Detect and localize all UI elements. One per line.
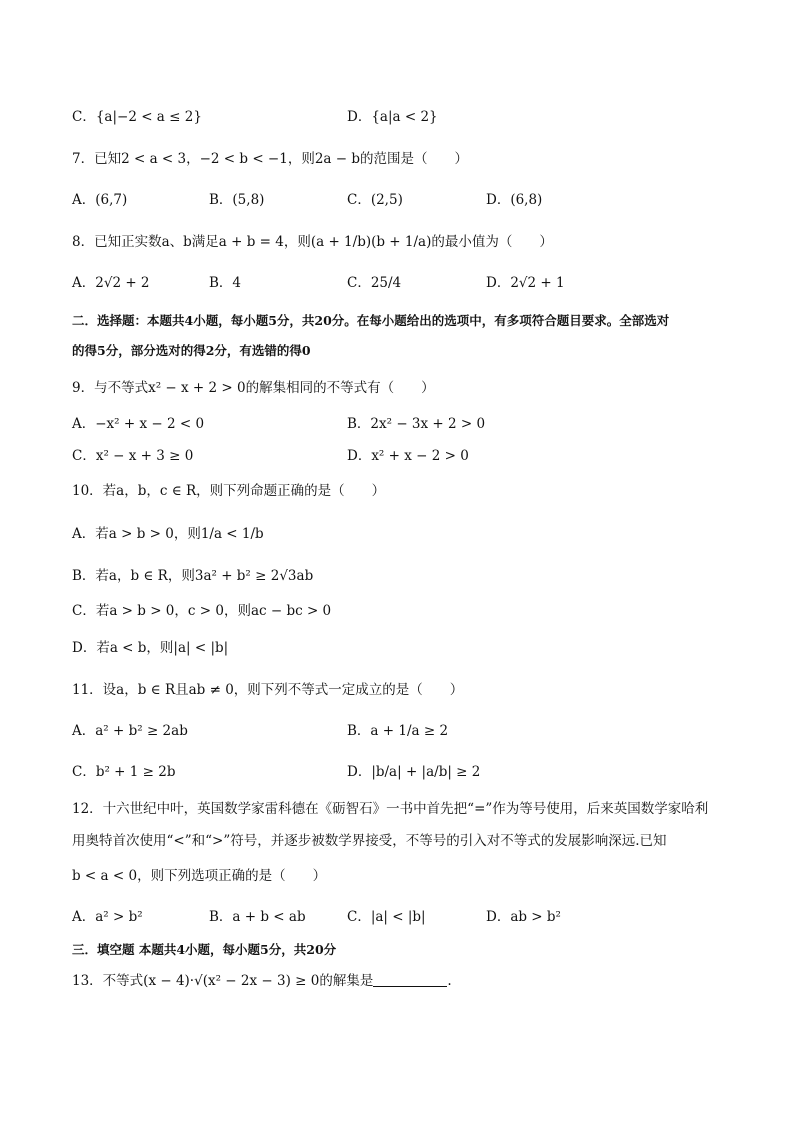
q13-stem: 13．不等式(x − 4)·√(x² − 2x − 3) ≥ 0的解集是 (72, 973, 374, 989)
q8-stem: 8．已知正实数a、b满足a + b = 4，则(a + 1/b)(b + 1/a)的最小值为（ ） (72, 234, 553, 250)
q10-option-c[interactable]: C．若a > b > 0，c > 0，则ac − bc > 0 (72, 603, 332, 619)
q12-line2: 用奥特首次使用“<”和“>”符号，并逐步被数学界接受，不等号的引入对不等式的发展影响深远.已知 (72, 833, 667, 849)
q12-option-c[interactable]: C．|a| < |b| (347, 909, 426, 925)
section2-line1: 二．选择题：本题共4小题，每小题5分，共20分。在每小题给出的选项中，有多项符合题目要求。全部选对 (72, 313, 670, 328)
section2-line2: 的得5分，部分选对的得2分，有选错的得0 (72, 343, 311, 358)
q7-option-a[interactable]: A．(6,7) (72, 192, 128, 208)
q8-option-d[interactable]: D．2√2 + 1 (486, 275, 565, 291)
q11-option-b[interactable]: B．a + 1/a ≥ 2 (347, 723, 449, 739)
q7-option-b[interactable]: B．(5,8) (209, 192, 265, 208)
q7-option-d[interactable]: D．(6,8) (486, 192, 543, 208)
q12-line3: b < a < 0，则下列选项正确的是（ ） (72, 868, 327, 884)
q9-option-b[interactable]: B．2x² − 3x + 2 > 0 (347, 416, 486, 432)
q9-stem: 9．与不等式x² − x + 2 > 0的解集相同的不等式有（ ） (72, 380, 435, 396)
answer-blank[interactable] (373, 972, 447, 987)
q10-stem: 10．若a，b，c ∈ R，则下列命题正确的是（ ） (72, 483, 386, 499)
q10-option-d[interactable]: D．若a < b，则|a| < |b| (72, 640, 229, 656)
q8-option-c[interactable]: C．25/4 (347, 275, 402, 291)
q7-option-c[interactable]: C．(2,5) (347, 192, 403, 208)
q10-option-b[interactable]: B．若a，b ∈ R，则3a² + b² ≥ 2√3ab (72, 568, 314, 584)
q12-option-a[interactable]: A．a² > b² (72, 909, 143, 925)
q6-option-c[interactable]: C．{a|−2 < a ≤ 2} (72, 109, 202, 125)
q11-stem: 11．设a，b ∈ R且ab ≠ 0，则下列不等式一定成立的是（ ） (72, 682, 464, 698)
q9-option-c[interactable]: C．x² − x + 3 ≥ 0 (72, 448, 194, 464)
q6-option-d[interactable]: D．{a|a < 2} (347, 109, 438, 125)
q11-option-c[interactable]: C．b² + 1 ≥ 2b (72, 764, 176, 780)
q12-option-b[interactable]: B．a + b < ab (209, 909, 306, 925)
q13-tail: . (447, 973, 452, 989)
q8-option-b[interactable]: B．4 (209, 275, 242, 291)
q9-option-a[interactable]: A．−x² + x − 2 < 0 (72, 416, 205, 432)
q7-stem: 7．已知2 < a < 3，−2 < b < −1，则2a − b的范围是（ ） (72, 151, 469, 167)
q11-option-d[interactable]: D．|b/a| + |a/b| ≥ 2 (347, 764, 481, 780)
q10-option-a[interactable]: A．若a > b > 0，则1/a < 1/b (72, 526, 264, 542)
q13-line (72, 971, 452, 991)
section3-title: 三．填空题 本题共4小题，每小题5分，共20分 (72, 942, 337, 957)
q11-option-a[interactable]: A．a² + b² ≥ 2ab (72, 723, 188, 739)
q12-option-d[interactable]: D．ab > b² (486, 909, 561, 925)
q8-option-a[interactable]: A．2√2 + 2 (72, 275, 150, 291)
q12-line1: 12．十六世纪中叶，英国数学家雷科德在《砺智石》一书中首先把“=”作为等号使用，后来英国数学家哈利 (72, 801, 709, 817)
q9-option-d[interactable]: D．x² + x − 2 > 0 (347, 448, 469, 464)
